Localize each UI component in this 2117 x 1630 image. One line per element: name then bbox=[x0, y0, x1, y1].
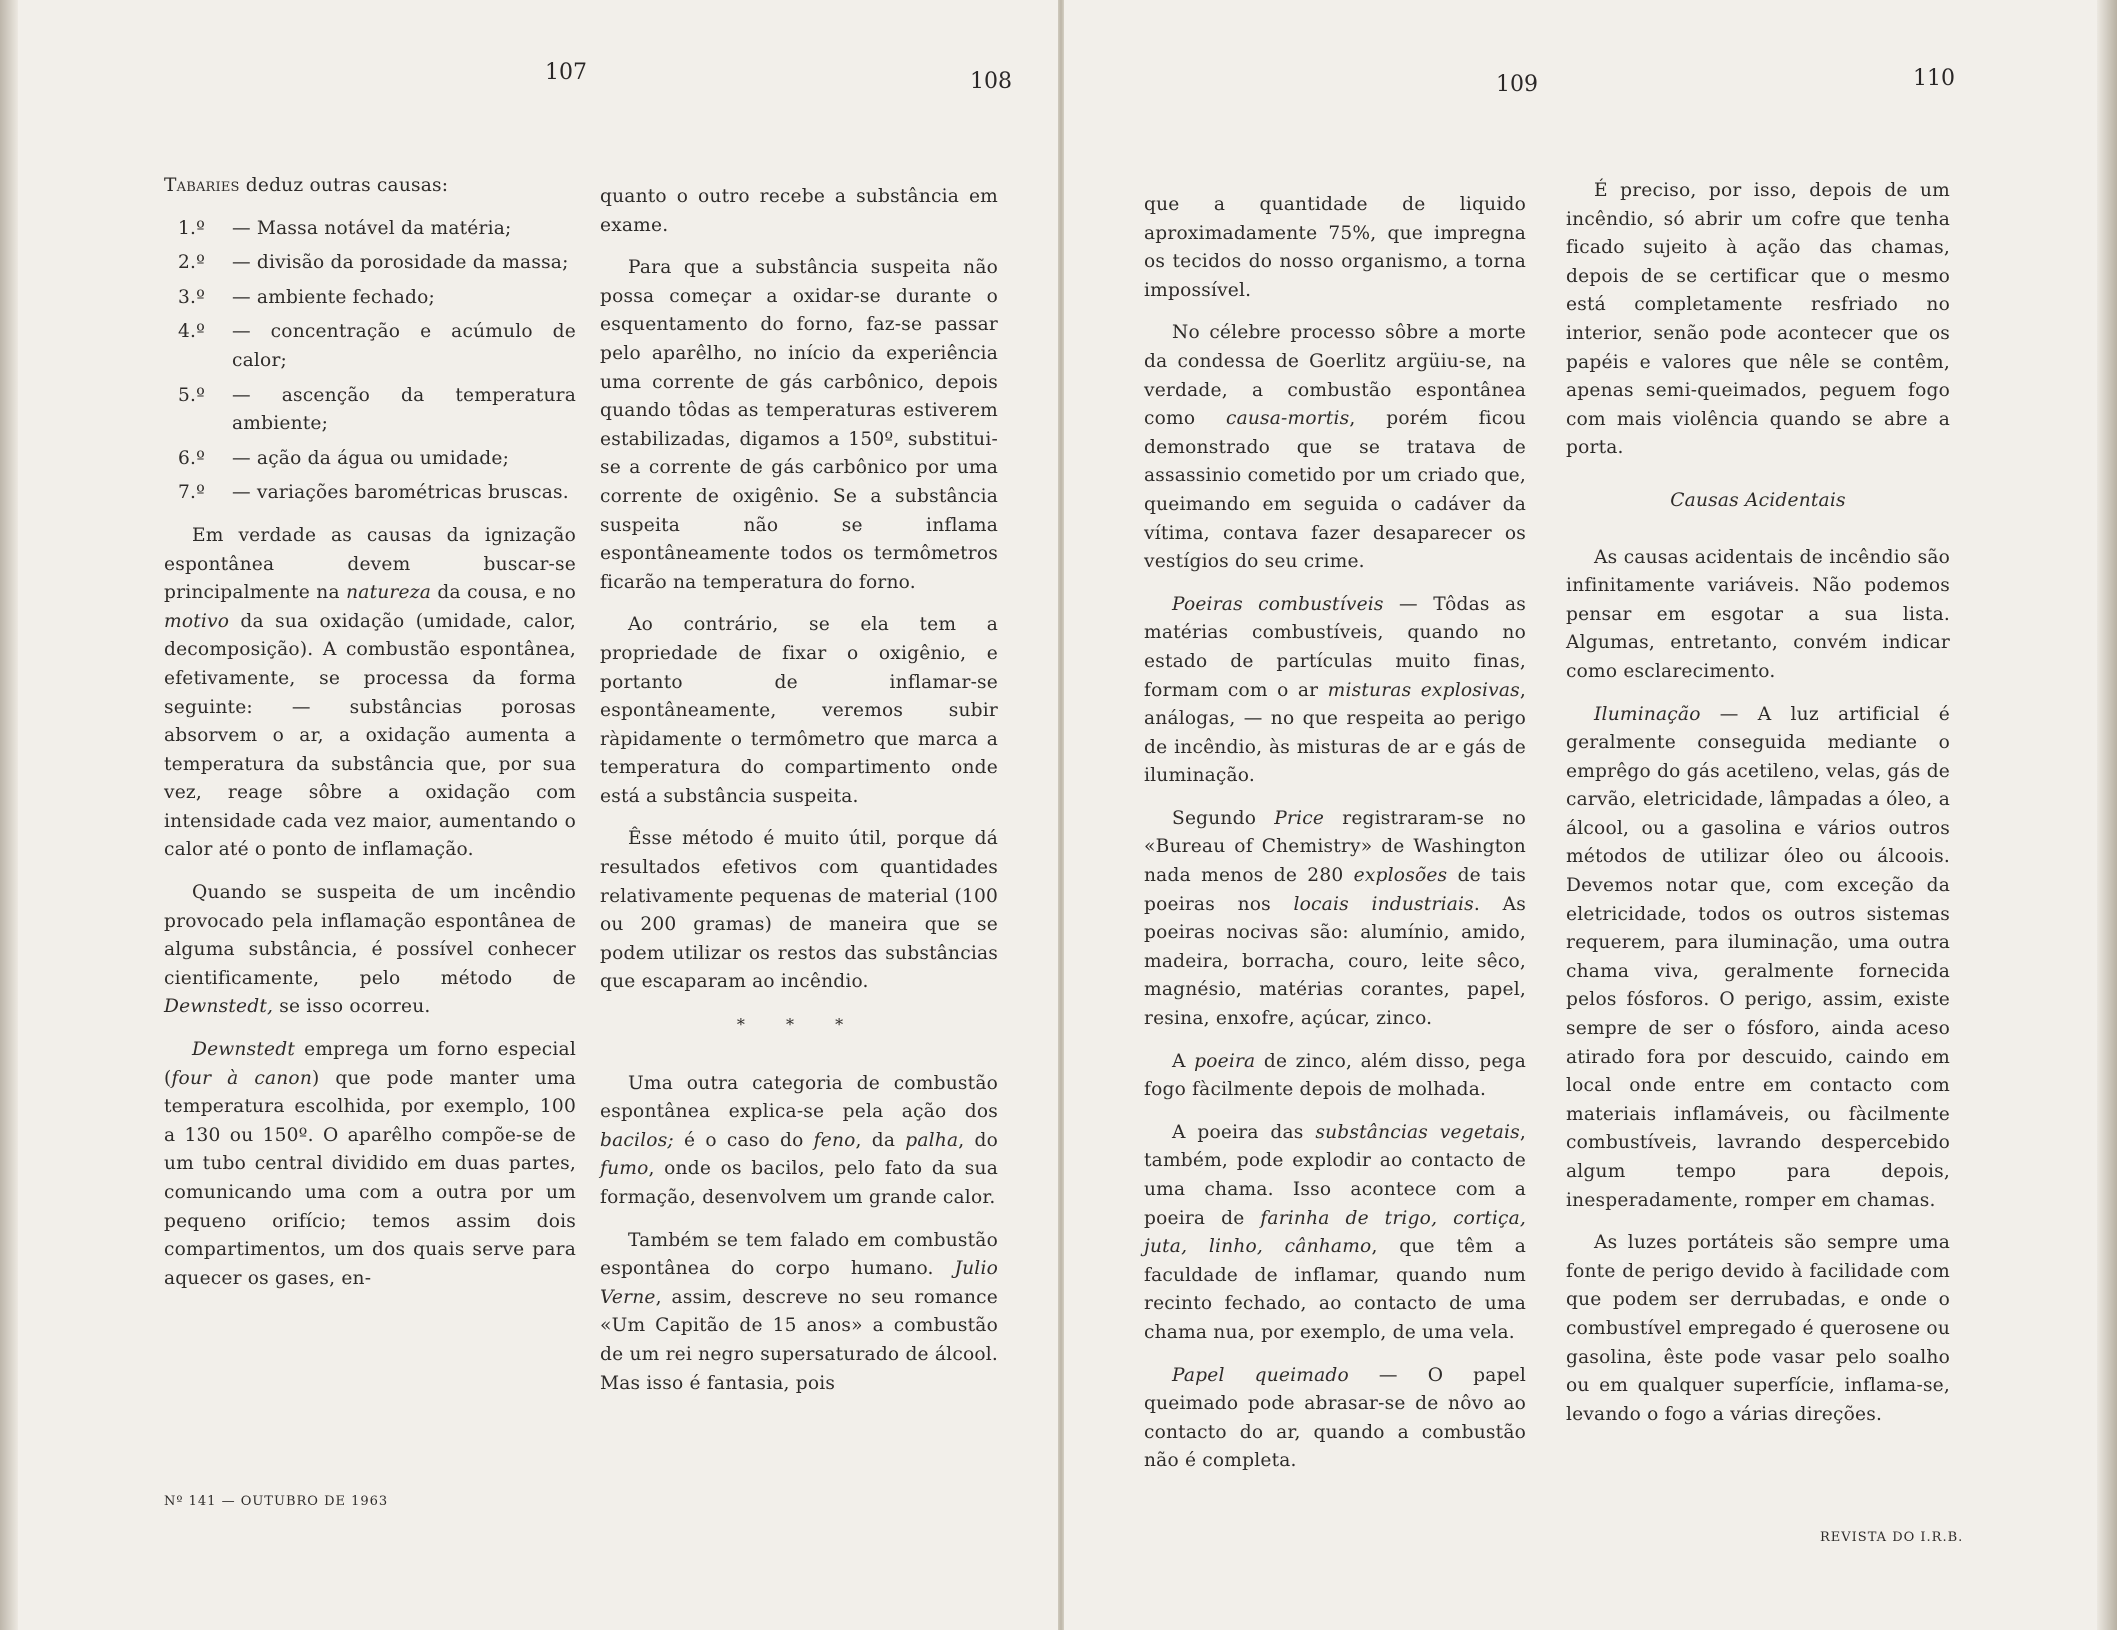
paragraph: Uma outra categoria de combustão espontânea explica-se pela ação dos bacilos; é o caso do feno, da palha, do fumo, onde os bacilos, pelo fato da sua formação, desenvolvem um grande calor. bbox=[600, 1072, 998, 1208]
section-heading: Causas Acidentais bbox=[1670, 489, 1846, 511]
paragraph: No célebre processo sôbre a morte da condessa de Goerlitz argüiu-se, na verdade, a combustão espontânea como causa-mortis, porém ficou demonstrado que se tratava de assassinio cometido por um criado que, queimando em seguida o cadáver da vítima, contava fazer desaparecer os vestígios do seu crime. bbox=[1144, 322, 1526, 573]
paragraph: As causas acidentais de incêndio são infinitamente variáveis. Não podemos pensar em esgotar a sua lista. Algumas, entretanto, convém indicar como esclarecimento. bbox=[1566, 546, 1950, 682]
section-separator: * * * bbox=[736, 1015, 862, 1035]
paragraph: As luzes portáteis são sempre uma fonte de perigo devido à facilidade com que podem ser derrubadas, e onde o combustível empregado é querosene ou gasolina, êste pode vasar pelo soalho ou em qualquer superfície, inflama-se, levando o fogo a várias direções. bbox=[1566, 1232, 1950, 1425]
column-page-109 bbox=[1144, 191, 1526, 1490]
list-item: 7.º — variações barométricas bruscas. bbox=[178, 482, 569, 504]
footer-journal: REVISTA DO I.R.B. bbox=[1820, 1530, 1964, 1545]
paragraph: É preciso, por isso, depois de um incêndio, só abrir um cofre que tenha ficado sujeito à ação das chamas, depois de se certificar que o mesmo está completamente resfriado no interior, senão pode acontecer que os papéis e valores que nêle se contêm, apenas semi-queimados, peguem fogo com mais violência quando se abre a porta. bbox=[1566, 180, 1950, 459]
paragraph: A poeira de zinco, além disso, pega fogo fàcilmente depois de molhada. bbox=[1144, 1050, 1526, 1101]
paragraph: que a quantidade de liquido aproximadamente 75%, que impregna os tecidos do nosso organismo, a torna impossível. bbox=[1144, 194, 1526, 301]
paragraph: Iluminação — A luz artificial é geralmente conseguida mediante o emprêgo do gás acetileno, velas, gás de carvão, eletricidade, lâmpadas a óleo, a álcool, ou a gasolina e vários outros métodos de utilizar óleo ou álcoois. Devemos notar que, com exceção da eletricidade, todos os outros sistemas requerem, para iluminação, uma outra chama viva, geralmente fornecida pelos fósforos. O perigo, assim, existe sempre de ser o fósforo, ainda aceso atirado fora por descuido, caindo em local onde entre em contacto com materiais inflamáveis, ou fàcilmente combustíveis, lavrando despercebido algum tempo para depois, inesperadamente, romper em chamas. bbox=[1566, 703, 1950, 1211]
list-item: 6.º — ação da água ou umidade; bbox=[178, 447, 510, 469]
right-page bbox=[1064, 0, 2117, 1630]
list-item: 2.º — divisão da porosidade da massa; bbox=[178, 252, 569, 274]
paragraph: Segundo Price registraram-se no «Bureau of Chemistry» de Washington nada menos de 280 explosões de tais poeiras nos locais industriais. As poeiras nocivas são: alumínio, amido, madeira, borracha, couro, leite sêco, magnésio, matérias corantes, papel, resina, enxofre, açúcar, zinco. bbox=[1144, 807, 1526, 1030]
page-number-107: 107 bbox=[545, 60, 587, 85]
page-edge-shadow bbox=[0, 0, 18, 1630]
paragraph: Poeiras combustíveis — Tôdas as matérias combustíveis, quando no estado de partículas muito finas, formam com o ar misturas explosivas, análogas, — no que respeita ao perigo de incêndio, às misturas de ar e gás de iluminação. bbox=[1144, 593, 1527, 787]
paragraph: Também se tem falado em combustão espontânea do corpo humano. Julio Verne, assim, descreve no seu romance «Um Capitão de 15 anos» a combustão de um rei negro supersaturado de álcool. Mas isso é fantasia, pois bbox=[600, 1229, 998, 1394]
list-item: 1.º — Massa notável da matéria; bbox=[178, 217, 512, 239]
page-number-109: 109 bbox=[1496, 72, 1538, 97]
paragraph: Ao contrário, se ela tem a propriedade de fixar o oxigênio, e portanto de inflamar-se espontâneamente, veremos subir ràpidamente o termômetro que marca a temperatura do compartimento onde está a substância suspeita. bbox=[600, 614, 998, 807]
page-number-108: 108 bbox=[970, 69, 1012, 94]
list-item: 3.º — ambiente fechado; bbox=[178, 286, 435, 308]
paragraph: Êsse método é muito útil, porque dá resultados efetivos com quantidades relativamente pequenas de material (100 ou 200 gramas) de maneira que se podem utilizar os restos das substâncias que escaparam ao incêndio. bbox=[600, 828, 998, 993]
page-edge-shadow bbox=[2097, 0, 2117, 1630]
paragraph: Papel queimado — O papel queimado pode abrasar-se de nôvo ao contacto do ar, quando a combustão não é completa. bbox=[1144, 1364, 1526, 1472]
paragraph: Dewnstedt emprega um forno especial (four à canon) que pode manter uma temperatura escolhida, por exemplo, 100 a 130 ou 150º. O aparêlho compõe-se de um tubo central dividido em duas partes, comunicando uma com a outra por um pequeno orifício; temos assim dois compartimentos, um dos quais serve para aquecer os gases, en- bbox=[164, 1039, 576, 1289]
paragraph: Para que a substância suspeita não possa começar a oxidar-se durante o esquentamento do forno, faz-se passar pelo aparêlho, no início da experiência uma corrente de gás carbônico, depois quando tôdas as temperaturas estiverem estabilizadas, digamos a 150º, substitui-se a corrente de gás carbônico por uma corrente de oxigênio. Se a substância suspeita não se inflama espontâneamente todos os termômetros ficarão na temperatura do forno. bbox=[600, 257, 998, 593]
paragraph: Quando se suspeita de um incêndio provocado pela inflamação espontânea de alguma substância, é possível conhecer cientificamente, pelo método de Dewnstedt, se isso ocorreu. bbox=[164, 882, 576, 1018]
paragraph: Em verdade as causas da ignização espontânea devem buscar-se principalmente na natureza da cousa, e no motivo da sua oxidação (umidade, calor, decomposição). A combustão espontânea, efetivamente, se processa da forma seguinte: — substâncias porosas absorvem o ar, a oxidação aumenta a temperatura da substância que, por sua vez, reage sôbre a oxidação com intensidade cada vez maior, aumentando o calor até o ponto de inflamação. bbox=[164, 524, 576, 861]
causes-list bbox=[164, 215, 576, 508]
column-page-110 bbox=[1566, 177, 1950, 1443]
list-item: 5.º — ascenção da temperatura ambiente; bbox=[178, 384, 576, 435]
paragraph: quanto o outro recebe a substância em exame. bbox=[600, 186, 998, 236]
column-page-107 bbox=[164, 172, 576, 1307]
column-page-108 bbox=[600, 183, 998, 1412]
intro-line: Tabaries deduz outras causas: bbox=[164, 175, 449, 196]
footer-issue: Nº 141 — OUTUBRO DE 1963 bbox=[164, 1494, 389, 1509]
page-number-110: 110 bbox=[1913, 66, 1955, 91]
paragraph: A poeira das substâncias vegetais, também, pode explodir ao contacto de uma chama. Isso acontece com a poeira de farinha de trigo, cortiça, juta, linho, cânhamo, que têm a faculdade de inflamar, quando num recinto fechado, ao contacto de uma chama nua, por exemplo, de uma vela. bbox=[1144, 1121, 1526, 1343]
left-page bbox=[0, 0, 1058, 1630]
list-item: 4.º — concentração e acúmulo de calor; bbox=[178, 321, 576, 371]
